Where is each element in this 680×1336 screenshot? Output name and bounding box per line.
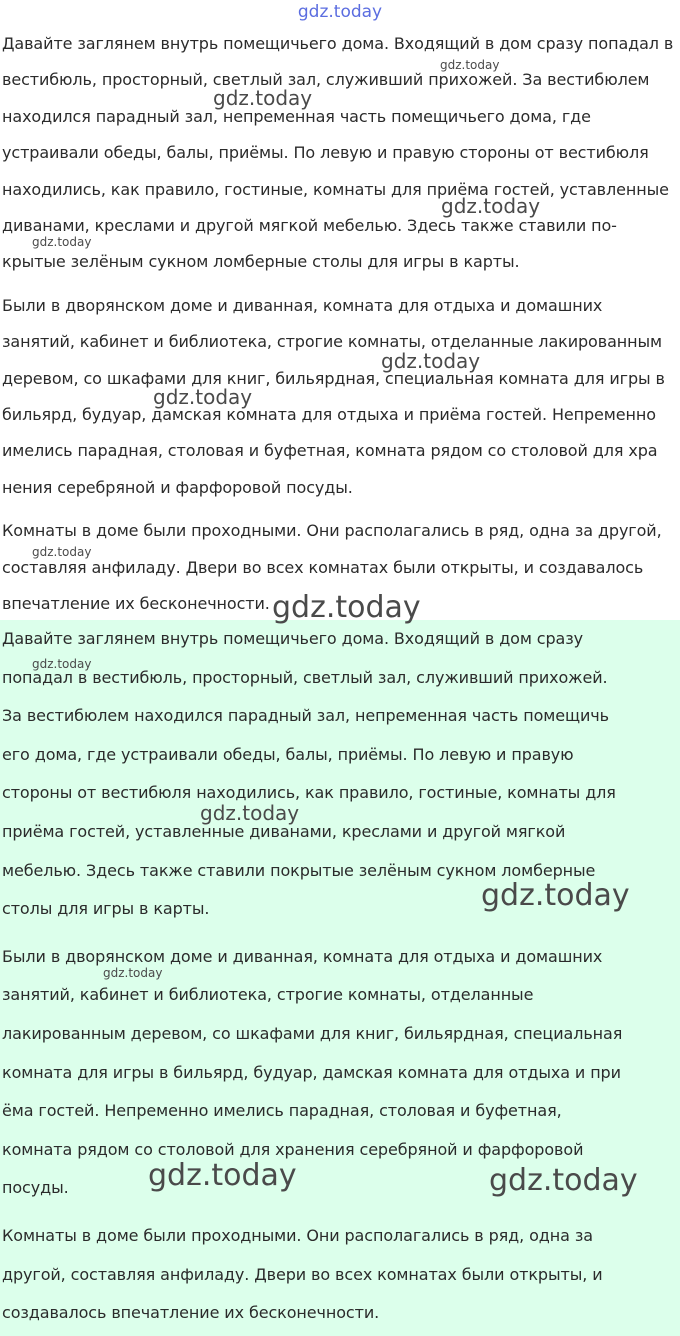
original-text-block (0, 26, 680, 620)
text-line: Комнаты в доме были проходными. Они располагались в ряд, одна за (2, 1225, 593, 1245)
text-line: Были в дворянском доме и диванная, комната для отдыха и домашних (2, 946, 603, 966)
watermark-text: gdz.today (441, 194, 541, 218)
text-line: создавалось впечатление их бесконечности. (2, 1303, 380, 1323)
text-line: другой, составляя анфиладу. Двери во всех комнатах были открыты, и (2, 1264, 603, 1284)
solution-paragraph-3 (0, 1217, 680, 1333)
watermark-text: gdz.today (481, 878, 630, 913)
text-line: устраивали обеды, балы, приёмы. По левую и правую стороны от вестибюля (2, 143, 649, 163)
text-line: нения серебряной и фарфоровой посуды. (2, 477, 353, 497)
text-line: занятий, кабинет и библиотека, строгие комнаты, отделанные (2, 985, 534, 1005)
text-line: занятий, кабинет и библиотека, строгие комнаты, отделанные лакированным (2, 332, 663, 352)
text-line: Комнаты в доме были проходными. Они располагались в ряд, одна за другой, (2, 521, 662, 541)
text-line: За вестибюлем находился парадный зал, непременная часть помещичь (2, 706, 609, 726)
text-line: Были в дворянском доме и диванная, комната для отдыха и домашних (2, 295, 603, 315)
watermark-text: gdz.today (440, 58, 500, 72)
watermark-text: gdz.today (381, 349, 481, 373)
text-line: комната рядом со столовой для хранения серебряной и фарфоровой (2, 1139, 584, 1159)
text-line: находились, как правило, гостиные, комнаты для приёма гостей, уставленные (2, 179, 669, 199)
solution-text-block (0, 620, 680, 1336)
text-line: комната для игры в бильярд, будуар, дамская комната для отдыха и при (2, 1062, 621, 1082)
site-watermark-header: gdz.today (297, 2, 383, 22)
watermark-text: gdz.today (489, 1163, 638, 1198)
watermark-text: gdz.today (148, 1158, 297, 1193)
watermark-text: gdz.today (200, 801, 300, 825)
text-line: имелись парадная, столовая и буфетная, комната рядом со столовой для хра (2, 441, 658, 461)
solution-paragraph-1 (0, 620, 680, 929)
text-line: лакированным деревом, со шкафами для книг, бильярдная, специальная (2, 1023, 623, 1043)
watermark-text: gdz.today (32, 657, 92, 671)
text-line: стороны от вестибюля находились, как правило, гостиные, комнаты для (2, 783, 616, 803)
solution-paragraph-2 (0, 938, 680, 1208)
watermark-text: gdz.today (32, 545, 92, 559)
original-paragraph-3 (0, 513, 680, 622)
text-line: вестибюль, просторный, светлый зал, служивший прихожей. За вестибюлем (2, 70, 650, 90)
text-line: попадал в вестибюль, просторный, светлый зал, служивший прихожей. (2, 667, 608, 687)
text-line: впечатление их бесконечности. (2, 594, 270, 614)
text-line: его дома, где устраивали обеды, балы, приёмы. По левую и правую (2, 744, 574, 764)
text-line: деревом, со шкафами для книг, бильярдная, специальная комната для игры в (2, 368, 665, 388)
watermark-text: gdz.today (213, 86, 313, 110)
text-line: находился парадный зал, непременная часть помещичьего дома, где (2, 106, 591, 126)
text-line: диванами, креслами и другой мягкой мебелью. Здесь также ставили по- (2, 216, 617, 236)
text-line: Давайте заглянем внутрь помещичьего дома. Входящий в дом сразу попадал в (2, 34, 674, 53)
original-paragraph-1 (0, 26, 680, 281)
text-line: Давайте заглянем внутрь помещичьего дома. Входящий в дом сразу (2, 629, 584, 648)
text-line: составляя анфиладу. Двери во всех комнатах были открыты, и создавалось (2, 557, 644, 577)
text-line: приёма гостей, уставленные диванами, креслами и другой мягкой (2, 821, 566, 841)
original-paragraph-2 (0, 288, 680, 506)
text-line: мебелью. Здесь также ставили покрытые зелёным сукном ломберные (2, 860, 596, 880)
text-line: бильярд, будуар, дамская комната для отдыха и приёма гостей. Непременно (2, 405, 656, 425)
watermark-text: gdz.today (153, 385, 253, 409)
watermark-text: gdz.today (272, 590, 421, 625)
text-line: посуды. (2, 1178, 69, 1198)
watermark-text: gdz.today (32, 235, 92, 249)
text-line: крытые зелёным сукном ломберные столы для игры в карты. (2, 252, 520, 272)
watermark-text: gdz.today (103, 966, 163, 980)
text-line: столы для игры в карты. (2, 899, 210, 919)
text-line: ёма гостей. Непременно имелись парадная, столовая и буфетная, (2, 1101, 562, 1121)
